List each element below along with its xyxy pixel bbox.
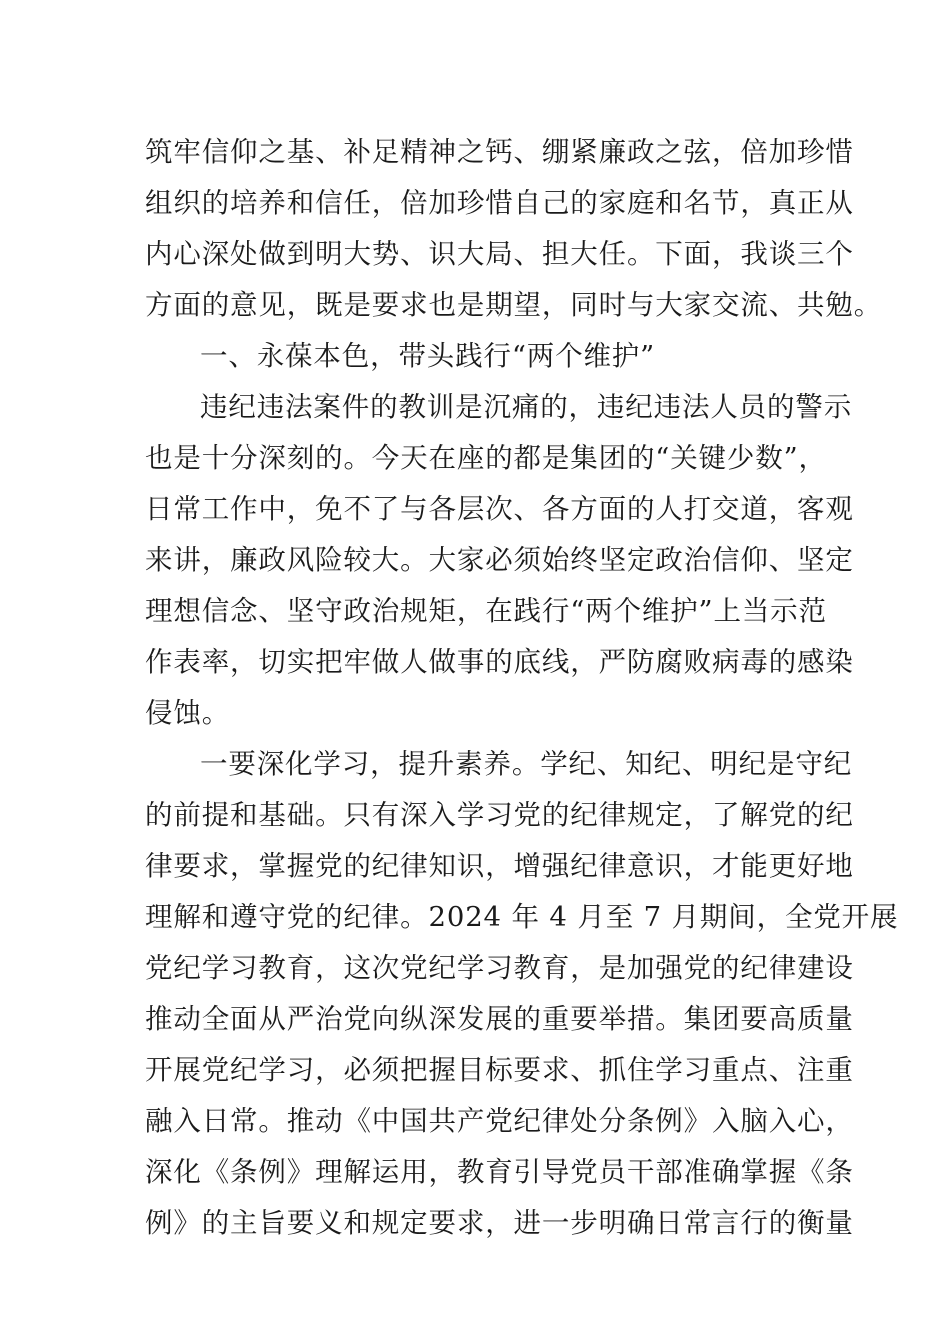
paragraph-line: 融入日常。推动《中国共产党纪律处分条例》入脑入心， — [145, 1105, 854, 1137]
paragraph-line: 党纪学习教育，这次党纪学习教育，是加强党的纪律建设 — [145, 952, 854, 984]
paragraph-line: 日常工作中，免不了与各层次、各方面的人打交道，客观 — [145, 493, 854, 525]
paragraph-line: 也是十分深刻的。今天在座的都是集团的“关键少数”， — [145, 442, 827, 474]
paragraph-line: 例》的主旨要义和规定要求，进一步明确日常言行的衡量 — [145, 1207, 854, 1239]
paragraph-line: 侵蚀。 — [145, 697, 231, 729]
paragraph-line: 违纪违法案件的教训是沉痛的，违纪违法人员的警示 — [200, 391, 853, 423]
paragraph-line: 深化《条例》理解运用，教育引导党员干部准确掌握《条 — [145, 1156, 854, 1188]
section-heading: 一、永葆本色，带头践行“两个维护” — [200, 340, 656, 372]
paragraph-line: 律要求，掌握党的纪律知识，增强纪律意识，才能更好地 — [145, 850, 854, 882]
paragraph-line: 的前提和基础。只有深入学习党的纪律规定，了解党的纪 — [145, 799, 854, 831]
paragraph-line: 内心深处做到明大势、识大局、担大任。下面，我谈三个 — [145, 238, 854, 270]
paragraph-line: 开展党纪学习，必须把握目标要求、抓住学习重点、注重 — [145, 1054, 854, 1086]
paragraph-line: 作表率，切实把牢做人做事的底线，严防腐败病毒的感染 — [145, 646, 854, 678]
paragraph-line: 组织的培养和信任，倍加珍惜自己的家庭和名节，真正从 — [145, 187, 854, 219]
paragraph-line: 理解和遵守党的纪律。2024 年 4 月至 7 月期间，全党开展 — [145, 901, 899, 933]
paragraph-line: 来讲，廉政风险较大。大家必须始终坚定政治信仰、坚定 — [145, 544, 854, 576]
paragraph-line: 筑牢信仰之基、补足精神之钙、绷紧廉政之弦，倍加珍惜 — [145, 136, 854, 168]
paragraph-line: 推动全面从严治党向纵深发展的重要举措。集团要高质量 — [145, 1003, 854, 1035]
paragraph-line: 理想信念、坚守政治规矩，在践行“两个维护”上当示范 — [145, 595, 827, 627]
paragraph-line: 方面的意见，既是要求也是期望，同时与大家交流、共勉。 — [145, 289, 883, 321]
paragraph-line: 一要深化学习，提升素养。学纪、知纪、明纪是守纪 — [200, 748, 853, 780]
